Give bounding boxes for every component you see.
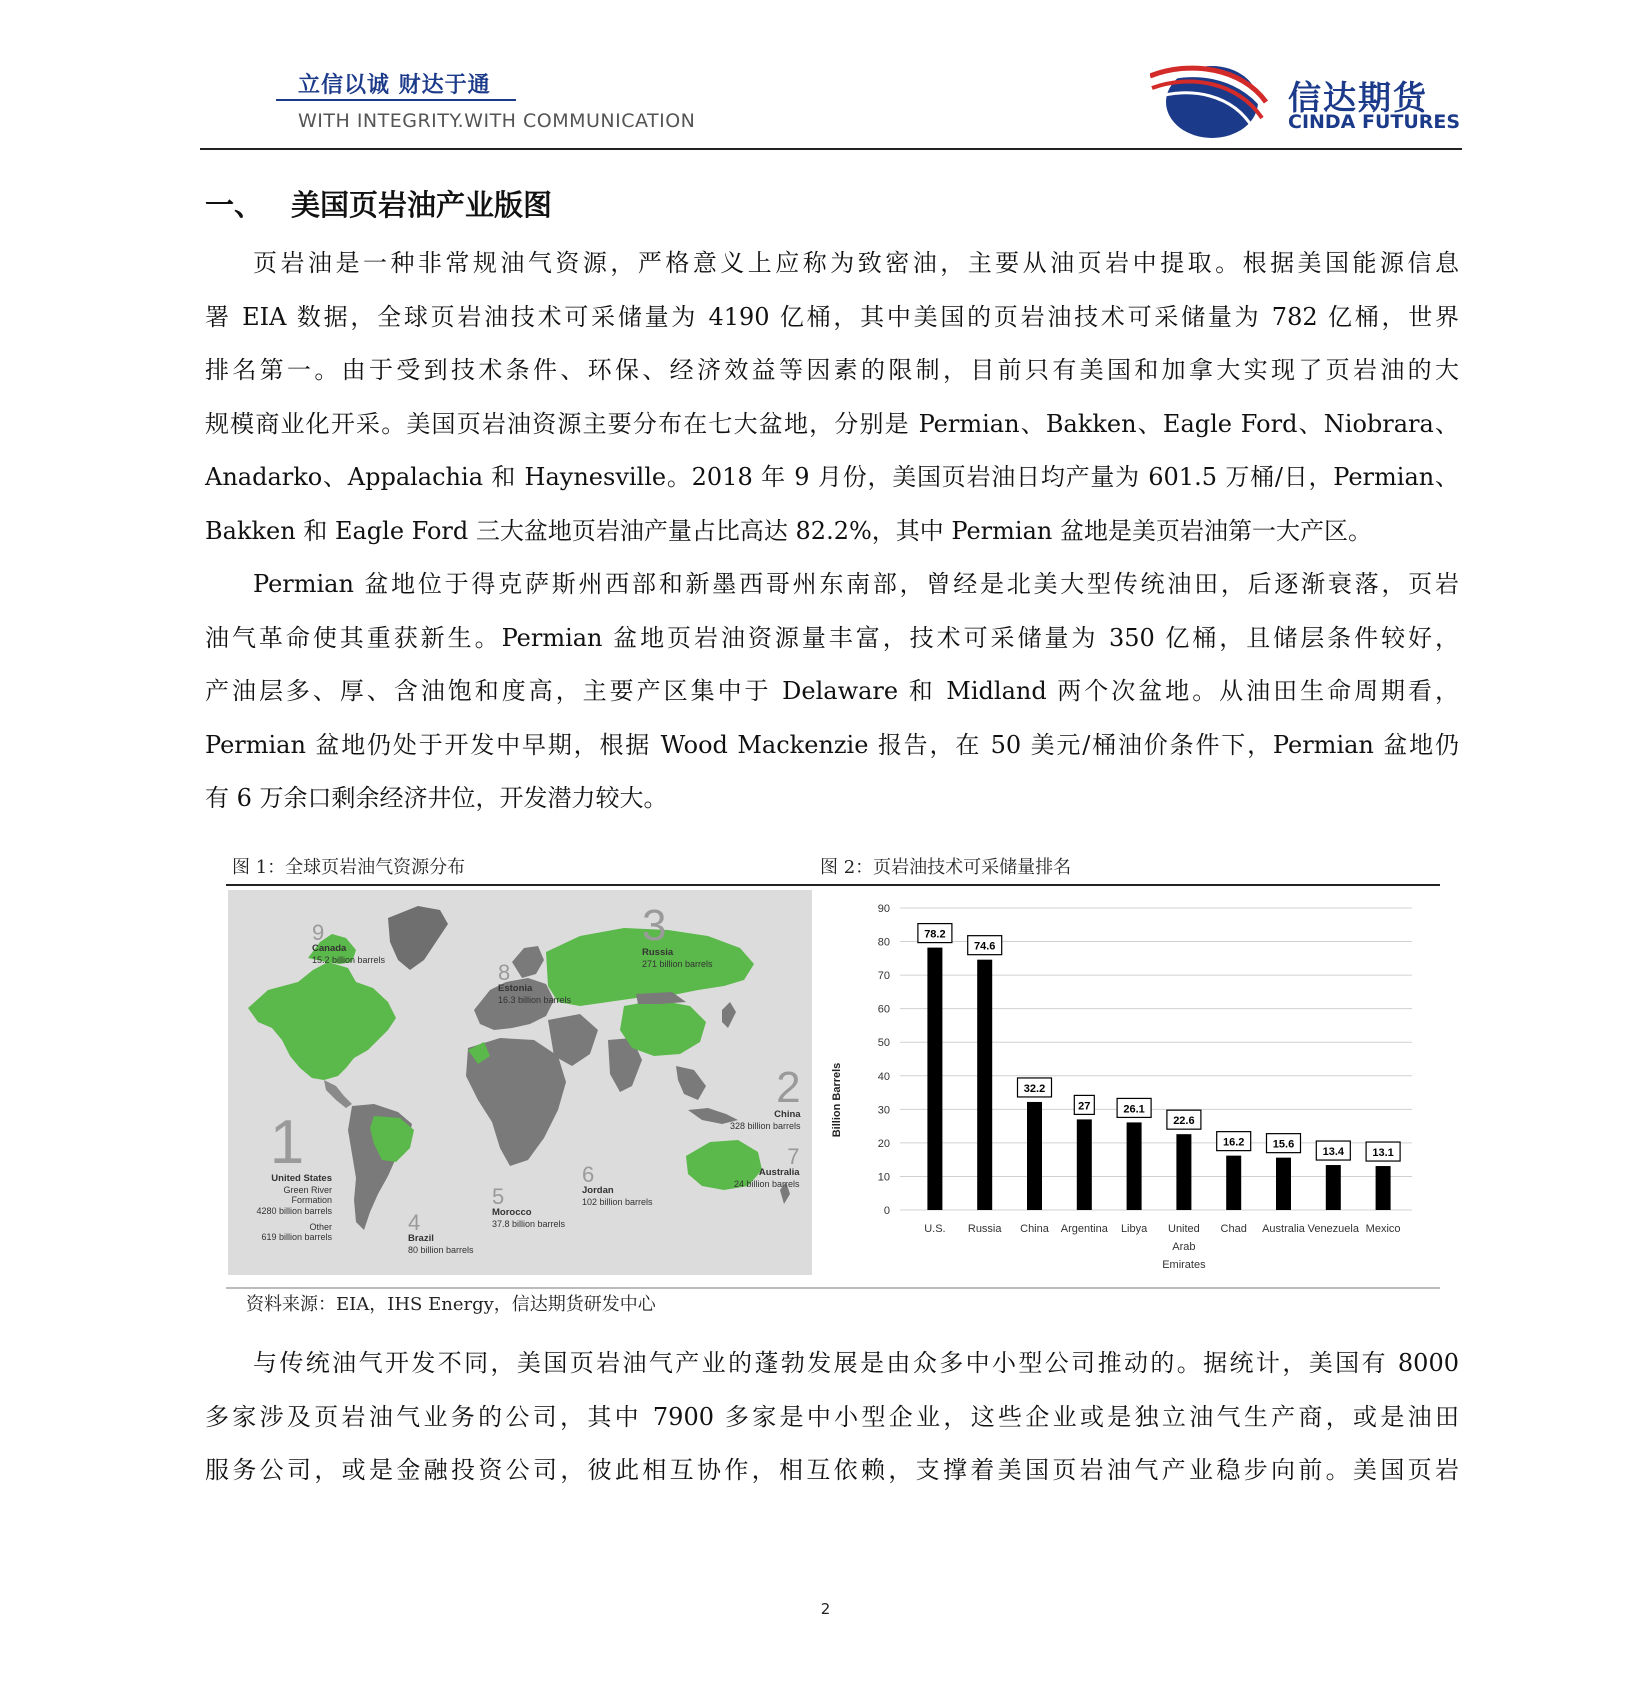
paragraph-line: 与传统油气开发不同，美国页岩油气产业的蓬勃发展是由众多中小型公司推动的。据统计，美国有 8000 <box>253 1349 1459 1377</box>
data-label: 26.1 <box>1123 1103 1145 1116</box>
bar <box>1127 1122 1142 1210</box>
header-slogan-underline <box>276 99 516 101</box>
paragraph-2 <box>205 558 1459 826</box>
section-number: 一、 <box>205 188 264 222</box>
paragraph-3 <box>205 1337 1459 1498</box>
bar <box>1326 1165 1341 1210</box>
section-title-text: 美国页岩油产业版图 <box>291 188 553 222</box>
paragraph-line: Anadarko、Appalachia 和 Haynesville。2018 年 9 月份，美国页岩油日均产量为 601.5 万桶/日，Permian、 <box>205 463 1459 491</box>
map-label-morocco: 5 Morocco 37.8 billion barrels <box>492 1184 566 1229</box>
paragraph-line: Permian 盆地位于得克萨斯州西部和新墨西哥州东南部，曾经是北美大型传统油田，后逐渐衰落，页岩 <box>253 570 1459 598</box>
data-label: 32.2 <box>1023 1082 1046 1095</box>
map-label-jordan: 6 Jordan 102 billion barrels <box>582 1162 653 1207</box>
data-label: 27 <box>1078 1100 1091 1113</box>
figure-2-caption: 图 2：页岩油技术可采储量排名 <box>820 857 1072 878</box>
map-label-china: 2 China 328 billion barrels <box>730 1063 801 1131</box>
x-tick-label: Emirates <box>1162 1259 1206 1271</box>
y-tick-label: 30 <box>877 1104 890 1117</box>
paragraph-line: 页岩油是一种非常规油气资源，严格意义上应称为致密油，主要从油页岩中提取。根据美国能源信息 <box>253 249 1459 277</box>
section-title <box>205 183 552 224</box>
paragraph-line: Bakken 和 Eagle Ford 三大盆地页岩油产量占比高达 82.2%，其中 Permian 盆地是美页岩油第一大产区。 <box>205 516 1372 545</box>
chart-bars <box>918 924 1400 1210</box>
y-tick-label: 0 <box>883 1205 890 1217</box>
data-label: 74.6 <box>973 940 996 953</box>
paragraph-line: 产油层多、厚、含油饱和度高，主要产区集中于 Delaware 和 Midland 两个次盆地。从油田生命周期看， <box>205 677 1459 705</box>
china-shape <box>620 1000 706 1056</box>
header-slogan-en: WITH INTEGRITY.WITH COMMUNICATION <box>298 110 696 132</box>
x-tick-label: Chad <box>1220 1223 1247 1235</box>
map-label-russia: 3 Russia 271 billion barrels <box>642 901 713 969</box>
page-number: 2 <box>820 1600 831 1618</box>
paragraph-line: 规模商业化开采。美国页岩油资源主要分布在七大盆地，分别是 Permian、Bakken、Eagle Ford、Niobrara、 <box>205 409 1459 438</box>
y-tick-label: 90 <box>877 903 890 915</box>
x-tick-label: Mexico <box>1365 1223 1401 1235</box>
x-tick-label: China <box>1020 1223 1049 1235</box>
figure-bottom-rule <box>226 1287 1440 1289</box>
figure-source: 资料来源：EIA，IHS Energy，信达期货研发中心 <box>246 1294 656 1315</box>
paragraph-line: 多家涉及页岩油气业务的公司，其中 7900 多家是中小型企业，这些企业或是独立油气生产商，或是油田 <box>205 1402 1459 1431</box>
bar <box>927 948 942 1210</box>
chart-y-axis-label: Billion Barrels <box>831 1062 843 1138</box>
chart-x-labels <box>924 1223 1400 1271</box>
paragraph-line: Permian 盆地仍处于开发中早期，根据 Wood Mackenzie 报告，在 50 美元/桶油价条件下，Permian 盆地仍 <box>205 730 1459 759</box>
map-label-canada: 9 Canada 15.2 billion barrels <box>312 920 386 965</box>
bar <box>1077 1119 1092 1210</box>
x-tick-label: United <box>1168 1223 1200 1235</box>
bar <box>1176 1134 1191 1210</box>
data-label: 22.6 <box>1173 1115 1195 1128</box>
logo-text-en: CINDA FUTURES <box>1288 111 1461 133</box>
data-label: 13.1 <box>1372 1147 1394 1160</box>
paragraph-line: 排名第一。由于受到技术条件、环保、经济效益等因素的限制，目前只有美国和加拿大实现了页岩油的大 <box>205 356 1459 384</box>
paragraph-line: 有 6 万余口剩余经济井位，开发潜力较大。 <box>205 784 668 812</box>
figure-top-rule <box>226 884 1440 886</box>
map-label-other: Other 619 billion barrels <box>261 1222 332 1243</box>
data-label: 16.2 <box>1222 1136 1245 1149</box>
data-label: 13.4 <box>1322 1146 1345 1159</box>
data-label: 15.6 <box>1272 1138 1295 1151</box>
central-america-shape <box>324 1080 352 1108</box>
y-tick-label: 20 <box>877 1137 890 1150</box>
y-tick-label: 70 <box>877 970 890 983</box>
map-label-brazil: 4 Brazil 80 billion barrels <box>408 1210 474 1255</box>
map-label-united-states: 1 United States Green River Formation 4280 billion barrels <box>256 1108 332 1216</box>
paragraph-1 <box>205 237 1459 558</box>
y-tick-label: 60 <box>877 1003 890 1016</box>
x-tick-label: Australia <box>1262 1223 1305 1235</box>
greenland-shape <box>388 906 448 970</box>
bar <box>1376 1166 1391 1210</box>
x-tick-label: Russia <box>967 1223 1002 1235</box>
world-shale-map <box>228 890 812 1275</box>
data-label: 78.2 <box>924 928 946 941</box>
cinda-logo-icon <box>1150 58 1268 140</box>
y-tick-label: 80 <box>877 936 890 949</box>
japan-shape <box>722 1002 736 1028</box>
bar <box>1276 1158 1291 1210</box>
logo-text-cn: 信达期货 <box>1288 78 1428 117</box>
map-label-australia: 7 Australia 24 billion barrels <box>734 1144 800 1189</box>
x-tick-label: U.S. <box>924 1223 946 1235</box>
bar-chart-svg <box>820 890 1420 1280</box>
paragraph-line: 服务公司，或是金融投资公司，彼此相互协作，相互依赖，支撑着美国页岩油气产业稳步向前。美国页岩 <box>205 1456 1459 1484</box>
x-tick-label: Venezuela <box>1307 1223 1359 1235</box>
x-tick-label: Libya <box>1120 1223 1148 1235</box>
reserves-bar-chart <box>820 890 1420 1280</box>
y-tick-label: 50 <box>877 1037 890 1050</box>
y-tick-label: 40 <box>877 1070 890 1083</box>
bar <box>1226 1156 1241 1210</box>
x-tick-label: Argentina <box>1060 1223 1108 1235</box>
header-slogan-cn: 立信以诚 财达于通 <box>298 73 491 98</box>
chart-y-ticks <box>878 903 890 1217</box>
figure-1-caption: 图 1：全球页岩油气资源分布 <box>232 857 466 878</box>
paragraph-line: 署 EIA 数据，全球页岩油技术可采储量为 4190 亿桶，其中美国的页岩油技术可采储量为 782 亿桶，世界 <box>205 302 1459 331</box>
y-tick-label: 10 <box>877 1171 890 1184</box>
map-label-estonia: 8 Estonia 16.3 billion barrels <box>498 960 572 1005</box>
header-divider <box>200 148 1462 150</box>
bar <box>1027 1102 1042 1210</box>
paragraph-line: 油气革命使其重获新生。Permian 盆地页岩油资源量丰富，技术可采储量为 350 亿桶，且储层条件较好， <box>205 623 1459 652</box>
x-tick-label: Arab <box>1172 1241 1196 1253</box>
se-asia-shape <box>676 1066 706 1100</box>
north-america-shape <box>248 962 396 1080</box>
bar <box>977 960 992 1210</box>
